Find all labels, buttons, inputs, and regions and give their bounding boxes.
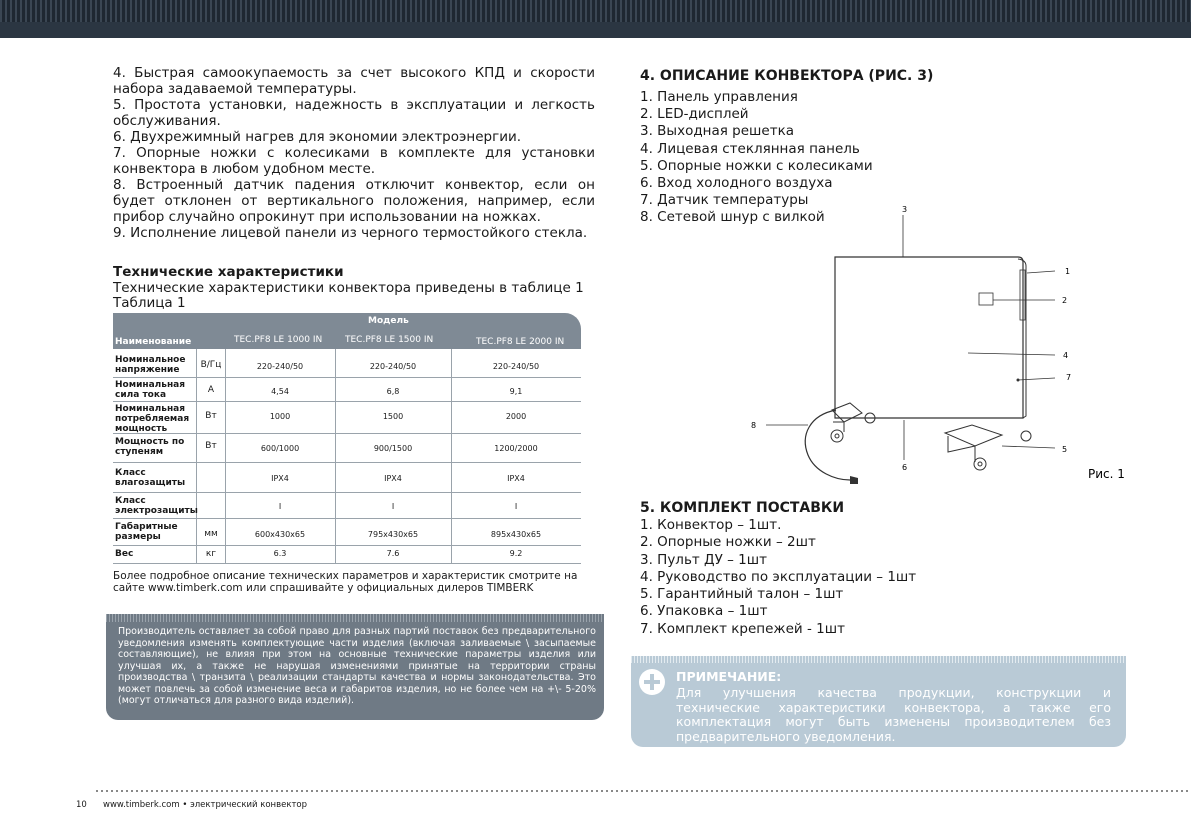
header-model-3: TEC.PF8 LE 2000 IN [476, 337, 565, 347]
row-value: 9.2 [509, 549, 523, 558]
table-row [113, 465, 581, 492]
table-hline [113, 401, 581, 402]
note-title: ПРИМЕЧАНИЕ: [676, 669, 782, 684]
page-number: 10 [76, 800, 87, 810]
foot-left [832, 403, 862, 422]
row-value: 9,1 [509, 387, 523, 396]
table-note: Более подробное описание технических параметров и характеристик смотрите на сайте www.timberk.com или спрашивайте у официальных дилеров TIMBERK [113, 570, 578, 594]
row-value: IPX4 [507, 474, 525, 483]
wheel-hub [835, 434, 839, 438]
table-hline [113, 563, 581, 564]
row-value: 220-240/50 [492, 362, 540, 371]
row-value: I [391, 502, 395, 511]
section-4-heading: 4. ОПИСАНИЕ КОНВЕКТОРА (РИС. 3) [640, 68, 934, 84]
feature-item: 5. Простота установки, надежность в эксплуатации и легкость обслуживания. [113, 97, 595, 129]
row-label: Номинальная потребляемая мощность [115, 404, 190, 434]
header-stripes [0, 0, 1191, 22]
row-label: Вес [115, 549, 134, 559]
wheel [831, 430, 843, 442]
feature-item: 4. Быстрая самоокупаемость за счет высокого КПД и скорости набора задаваемой температуры. [113, 65, 595, 97]
kit-item: 5. Гарантийный талон – 1шт [640, 586, 844, 603]
footer-divider [96, 790, 1191, 792]
row-value: 1000 [269, 412, 291, 421]
power-cord [805, 410, 850, 480]
kit-item: 7. Комплект крепежей - 1шт [640, 620, 845, 637]
part-item: 5. Опорные ножки с колесиками [640, 157, 873, 174]
row-unit: А [207, 385, 215, 395]
table-hline [113, 462, 581, 463]
row-label: Габаритные размеры [115, 522, 178, 542]
feature-item: 6. Двухрежимный нагрев для экономии электроэнергии. [113, 129, 522, 145]
table-row [113, 403, 581, 433]
table-row [113, 435, 581, 462]
spec-intro [113, 281, 584, 311]
row-value: 220-240/50 [369, 362, 417, 371]
convector-diagram [740, 200, 1140, 500]
spec-heading: Технические характеристики [113, 264, 344, 280]
table-hline [113, 377, 581, 378]
part-item: 2. LED-дисплей [640, 106, 749, 123]
header-model-2: TEC.PF8 LE 1500 IN [345, 335, 434, 345]
figure-caption: Рис. 1 [1088, 467, 1125, 481]
part-item: 6. Вход холодного воздуха [640, 175, 833, 192]
kit-item: 2. Опорные ножки – 2шт [640, 534, 816, 551]
part-item: 7. Датчик температуры [640, 192, 809, 209]
feature-item: 8. Встроенный датчик падения отключит конвектор, если он будет отклонен от вертикального положения, например, если прибор случайно опрокинут при использовании на ножках. [113, 177, 595, 225]
kit-item: 6. Упаковка – 1шт [640, 603, 768, 620]
panel-outline [835, 257, 1023, 418]
kit-item: 1. Конвектор – 1шт. [640, 517, 782, 533]
row-value: 600/1000 [260, 444, 300, 453]
disclaimer-text: Производитель оставляет за собой право для разных партий поставок без предварительного уведомления изменять комплектующие части изделия (включая заливаемые \ засыпаемые составляющие), не влияя при этом на основные технические параметры изделия или улучшая их, а также не нарушая изменениями принятые на территории страны производства \ транзита \ реализации стандарты качества и нормы законодательства. Это может повлечь за собой изменение веса и габаритов изделия, но не более чем на +\- 5-20% (могут отличаться для разного вида изделий). [118, 626, 596, 706]
wheel-hub [978, 462, 982, 466]
callout-2: 2 [1062, 296, 1068, 305]
table-row [113, 379, 581, 401]
callout-1: 1 [1065, 267, 1071, 276]
leader-5 [1002, 446, 1055, 448]
row-value: I [514, 502, 518, 511]
spec-table [113, 313, 581, 569]
row-value: 895x430x65 [490, 530, 542, 539]
features-list [113, 65, 595, 241]
wheel [1021, 431, 1031, 441]
table-row [113, 520, 581, 545]
table-row [113, 353, 581, 377]
leader-4 [968, 353, 1055, 355]
row-value: 600x430x65 [254, 530, 306, 539]
header-model: Модель [368, 316, 409, 326]
table-hline [113, 545, 581, 546]
row-value: 4,54 [271, 387, 289, 396]
note-stripes [631, 656, 1126, 663]
note-text: Для улучшения качества продукции, конструкции и технические характеристики конвектора, а также его комплектация могут быть изменены производителем без предварительного уведомления. [676, 685, 1111, 744]
table-row [113, 494, 581, 518]
spec-intro-text: Технические характеристики конвектора приведены в таблице 1 [113, 280, 584, 296]
row-value: 7.6 [386, 549, 400, 558]
row-label: Номинальное напряжение [115, 355, 186, 375]
footer-site: www.timberk.com • электрический конвектор [103, 800, 308, 810]
leader-1 [1027, 271, 1055, 273]
row-unit: Вт [205, 411, 217, 421]
row-value: 900/1500 [373, 444, 413, 453]
callout-6: 6 [902, 463, 908, 472]
row-value: IPX4 [271, 474, 289, 483]
row-label: Номинальная сила тока [115, 380, 186, 400]
wheel [974, 458, 986, 470]
callout-7: 7 [1066, 373, 1072, 382]
plug [850, 476, 858, 484]
feature-item: 9. Исполнение лицевой панели из черного термостойкого стекла. [113, 225, 588, 241]
note-box [631, 656, 1126, 747]
row-value: 6,8 [386, 387, 400, 396]
sensor-dot [1017, 379, 1020, 382]
callout-8: 8 [751, 421, 757, 430]
row-label: Мощность по ступеням [115, 437, 185, 457]
kit-item: 3. Пульт ДУ – 1шт [640, 551, 767, 568]
led-display [979, 293, 993, 305]
table-row [113, 547, 581, 563]
row-unit: Вт [205, 441, 217, 451]
foot-right [945, 425, 1002, 446]
kit-item: 4. Руководство по эксплуатации – 1шт [640, 568, 917, 585]
row-unit: мм [204, 529, 218, 539]
kit-list [640, 517, 916, 638]
row-value: 6.3 [273, 549, 287, 558]
disclaimer-box [106, 614, 604, 720]
row-label: Класс влагозащиты [115, 468, 186, 488]
disclaimer-stripes [106, 614, 604, 622]
part-item: 3. Выходная решетка [640, 123, 795, 140]
row-value: 795x430x65 [367, 530, 419, 539]
callout-3: 3 [902, 205, 908, 214]
header-model-1: TEC.PF8 LE 1000 IN [234, 335, 323, 345]
table-hline [113, 518, 581, 519]
row-value: 220-240/50 [256, 362, 304, 371]
callout-4: 4 [1063, 351, 1069, 360]
header-bar [0, 0, 1191, 38]
plus-icon [639, 669, 665, 695]
part-item: 1. Панель управления [640, 89, 798, 105]
row-unit: кг [205, 549, 217, 559]
row-value: 1200/2000 [494, 444, 538, 453]
part-item: 4. Лицевая стеклянная панель [640, 140, 860, 157]
table-hline [113, 492, 581, 493]
row-value: IPX4 [384, 474, 402, 483]
section-5-heading: 5. КОМПЛЕКТ ПОСТАВКИ [640, 500, 845, 516]
row-value: 1500 [382, 412, 404, 421]
row-value: 2000 [505, 412, 527, 421]
row-value: I [278, 502, 282, 511]
callout-5: 5 [1062, 445, 1068, 454]
row-label: Класс электрозащиты [115, 496, 198, 516]
row-unit: В/Гц [200, 360, 222, 370]
table-label: Таблица 1 [113, 295, 186, 311]
feature-item: 7. Опорные ножки с колесиками в комплекте для установки конвектора в любом удобном месте. [113, 145, 595, 177]
part-item: 8. Сетевой шнур с вилкой [640, 209, 825, 226]
header-name: Наименование [115, 337, 192, 347]
